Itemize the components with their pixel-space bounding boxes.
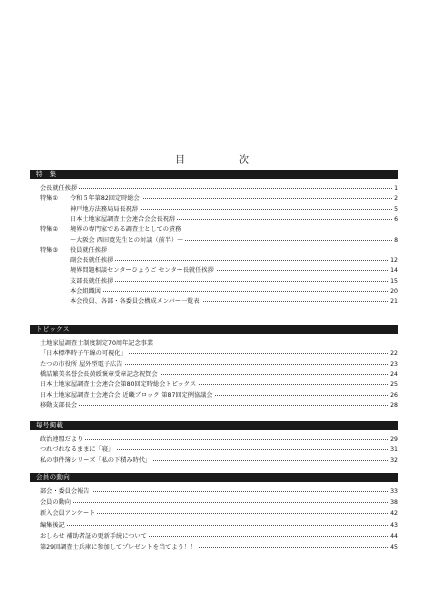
- toc-entry-title: 境界問題相談センターひょうご センター長就任挨拶: [70, 267, 214, 275]
- toc-entry-prefix: 特集①: [40, 195, 58, 203]
- toc-entry-title: たつの市役所 屋外型電子広告: [40, 360, 123, 368]
- toc-entry-page: 23: [390, 360, 398, 368]
- toc-entry-title: 本会組織図: [70, 288, 101, 295]
- toc-entry-page: 12: [390, 257, 398, 265]
- toc-entry[interactable]: [30, 532, 398, 541]
- toc-entry-title: 新入会員アンケート: [40, 510, 96, 518]
- toc-entry-page: 8: [394, 236, 398, 244]
- dot-leader: [40, 405, 396, 406]
- toc-entry-page: 43: [390, 521, 398, 529]
- toc-entry[interactable]: [30, 246, 398, 255]
- dot-leader: [40, 439, 396, 440]
- toc-entry-page: 24: [390, 370, 398, 378]
- toc-entry[interactable]: [30, 370, 398, 379]
- toc-entry-page: 1: [394, 185, 398, 192]
- toc-entry-title: 役員就任挨拶: [70, 246, 108, 254]
- toc-entry[interactable]: [30, 521, 398, 530]
- toc-entry[interactable]: [30, 401, 398, 410]
- dot-leader: [70, 281, 396, 282]
- toc-entry-title: 私の事件簿シリーズ「私の下積み時代」: [40, 456, 152, 464]
- toc-entry[interactable]: [30, 287, 398, 296]
- dot-leader: [40, 525, 396, 526]
- toc-entry-title: 日本土地家屋調査士会連合会 近畿ブロック 第87回定例協議会: [40, 391, 213, 399]
- toc-entry-page: 32: [390, 456, 398, 464]
- toc-entry-page: 29: [390, 436, 398, 443]
- toc-entry[interactable]: [30, 435, 398, 444]
- toc-entry[interactable]: [30, 277, 398, 286]
- toc-entry[interactable]: [30, 225, 398, 234]
- toc-entry[interactable]: [30, 349, 398, 358]
- toc-entry[interactable]: [30, 509, 398, 518]
- section-header-label: 毎号掲載: [36, 421, 64, 429]
- toc-entry-title: 土地家屋調査士制度制定70周年記念事業: [40, 340, 154, 347]
- toc-section: [30, 170, 398, 306]
- toc-entry-title: 政治連盟だより: [40, 436, 84, 443]
- toc-entry[interactable]: [30, 339, 398, 348]
- toc-entry-title: おしらせ 補助者証の更新手続について: [40, 532, 147, 540]
- toc-entry-title: 神戸地方法務局局長祝辞: [70, 205, 139, 213]
- toc-entry-page: 45: [390, 544, 398, 551]
- toc-entry-title: 日本土地家屋調査士会連合会第80回定時総会トピックス: [40, 381, 197, 389]
- toc-entry-page: 42: [390, 510, 398, 518]
- toc-entry-page: 2: [394, 195, 398, 203]
- toc-entry-title: 「日本標準時子午線の可視化」: [40, 350, 127, 358]
- toc-entry-page: 22: [390, 350, 398, 358]
- toc-entry-title: つれづれなるままに「寝」: [40, 446, 115, 454]
- toc-entry[interactable]: [30, 456, 398, 465]
- toc-entry-page: 5: [394, 205, 398, 213]
- dot-leader: [40, 188, 396, 189]
- toc-entry[interactable]: [30, 236, 398, 245]
- toc-entry-title: ～大阪会 西田寛先生との対談（前半）～: [70, 236, 184, 244]
- dot-leader: [40, 491, 396, 492]
- toc-entry-page: 6: [394, 215, 398, 223]
- toc-entry[interactable]: [30, 445, 398, 454]
- section-header: [30, 421, 398, 430]
- toc-entry-page: 33: [390, 488, 398, 495]
- toc-entry-title: 部会・委員会報告: [40, 488, 90, 495]
- toc-entry-title: 橋詰繁美名誉会長黄綬褒章受章記念祝賀会: [40, 370, 158, 378]
- toc-section: [30, 421, 398, 464]
- toc-entry-page: 31: [390, 446, 398, 454]
- toc-entry-title: 本会役員、各部・各委員会構成メンバー一覧表: [70, 298, 200, 306]
- section-header-label: 会員の動向: [36, 473, 70, 481]
- toc-entry[interactable]: [30, 215, 398, 224]
- toc-entry-title: 支部長就任挨拶: [70, 277, 114, 285]
- toc-entry[interactable]: [30, 297, 398, 306]
- toc-entry-title: 境界の専門家である調査士としての責務: [70, 226, 182, 234]
- toc-entry-page: 25: [390, 381, 398, 389]
- dot-leader: [70, 260, 396, 261]
- toc-entry-page: 15: [390, 277, 398, 285]
- toc-entry[interactable]: [30, 184, 398, 193]
- dot-leader: [40, 502, 396, 503]
- toc-entry-page: 20: [390, 288, 398, 295]
- toc-entry-page: 26: [390, 391, 398, 399]
- toc-entry-page: 38: [390, 499, 398, 507]
- toc-section: [30, 473, 398, 551]
- toc-entry-title: 会員の動向: [40, 499, 71, 507]
- section-header: [30, 170, 398, 179]
- toc-entry-title: 会長就任挨拶: [40, 185, 78, 192]
- toc-entry[interactable]: [30, 194, 398, 203]
- section-header: [30, 473, 398, 482]
- toc-entry[interactable]: [30, 266, 398, 275]
- section-header-label: トピックス: [36, 325, 70, 333]
- toc-section: [30, 325, 398, 409]
- toc-entry-prefix: 特集②: [40, 226, 58, 234]
- toc-entry-title: 副会長就任挨拶: [70, 257, 114, 265]
- page-title: 目 次: [175, 155, 271, 166]
- toc-entry-title: 移動支部長会: [40, 401, 78, 409]
- dot-leader: [70, 291, 396, 292]
- toc-entry[interactable]: [30, 487, 398, 496]
- toc-entry[interactable]: [30, 543, 398, 552]
- toc-entry[interactable]: [30, 498, 398, 507]
- toc-entry-title: 編集後記: [40, 521, 65, 529]
- toc-entry-page: 28: [390, 401, 398, 409]
- toc-entry-title: 第29回調査士兵庫に参加してプレゼントを当てよう！！: [40, 544, 197, 551]
- toc-entry-prefix: 特集③: [40, 246, 58, 254]
- toc-entry-page: 21: [390, 298, 398, 306]
- toc-entry[interactable]: [30, 256, 398, 265]
- toc-entry[interactable]: [30, 205, 398, 214]
- toc-entry-page: 14: [390, 267, 398, 275]
- toc-entry[interactable]: [30, 391, 398, 400]
- toc-entry-page: 44: [390, 532, 398, 540]
- section-header-label: 特 集: [36, 170, 57, 178]
- toc-entry-title: 令和５年第82回定時総会: [70, 195, 140, 203]
- toc-entry[interactable]: [30, 360, 398, 369]
- section-header: [30, 325, 398, 334]
- toc-entry[interactable]: [30, 380, 398, 389]
- toc-entry-title: 日本土地家屋調査士会連合会会長祝辞: [70, 215, 176, 223]
